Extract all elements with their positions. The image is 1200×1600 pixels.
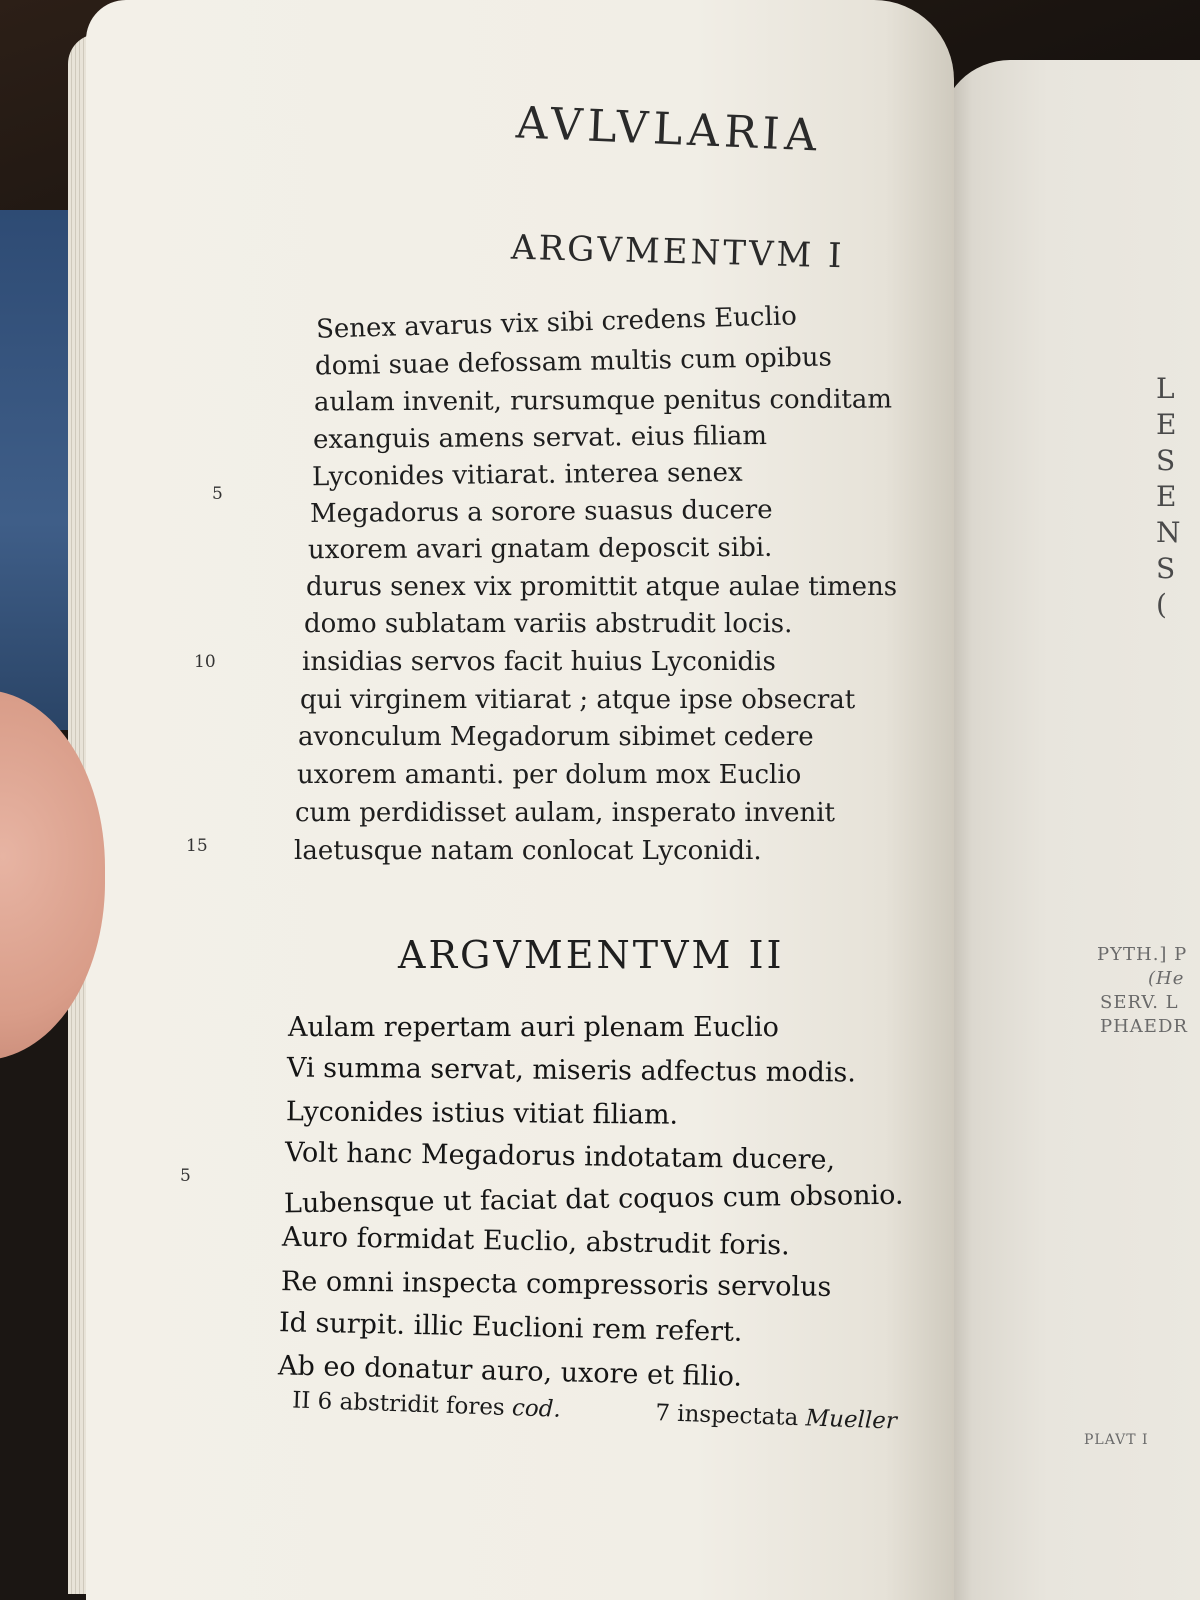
verse-line: Volt hanc Megadorus indotatam ducere, [284,1137,836,1176]
verse-line: insidias servos facit huius Lyconidis [302,647,776,677]
verse-line: Vi summa servat, miseris adfectus modis. [286,1052,857,1089]
right-margin-letter: S [1156,552,1176,585]
verse-line: Lyconides vitiarat. interea senex [311,457,743,493]
verse-line: Senex avarus vix sibi credens Euclio [315,301,798,345]
verse-line: cum perdidisset aulam, insperato invenit [295,798,836,828]
verse-line: domi suae defossam multis cum opibus [314,342,833,382]
apparatus-ref-2: 7 inspectata [654,1400,799,1432]
apparatus-source-1: cod. [511,1395,562,1423]
apparatus-ref-1: II 6 abstridit fores [291,1387,506,1421]
line-number: 15 [186,836,208,856]
section-heading-argumentum-2: ARGVMENTVM II [398,933,785,977]
verse-line: laetusque natam conlocat Lyconidi. [294,836,762,866]
right-page [940,60,1200,1600]
left-page [86,0,954,1600]
verse-line: avonculum Megadorum sibimet cedere [298,722,814,752]
verse-line: Lubensque ut faciat dat coquos cum obsonio. [283,1179,904,1220]
right-margin-letter: N [1156,516,1181,549]
verse-line: Re omni inspecta compressoris servolus [280,1266,832,1303]
right-margin-letter: E [1156,480,1177,513]
right-margin-letter: E [1156,408,1177,441]
line-number: 10 [194,652,216,672]
verse-line: Megadorus a sorore suasus ducere [309,494,773,530]
apparatus-source-2: Mueller [805,1405,898,1435]
right-margin-letter: L [1156,372,1175,405]
verse-line: aulam invenit, rursumque penitus conditam [313,384,893,418]
persona-line: (He [1148,968,1185,989]
verse-line: domo sublatam variis abstrudit locis. [304,609,793,639]
verse-line: Ab eo donatur auro, uxore et filio. [277,1350,743,1393]
right-margin-letter: S [1156,444,1176,477]
line-number: 5 [180,1166,191,1186]
line-number: 5 [212,484,223,504]
verse-line: exanguis amens servat. eius filiam [312,421,768,455]
page-signature: PLAVT I [1084,1432,1149,1448]
section-heading-argumentum-1: ARGVMENTVM I [510,227,846,277]
verse-line: uxorem amanti. per dolum mox Euclio [297,760,802,790]
verse-line: Auro formidat Euclio, abstrudit foris. [281,1221,790,1262]
verse-line: uxorem avari gnatam deposcit sibi. [307,532,773,566]
right-margin-letter: ( [1156,588,1167,621]
verse-line: Lyconides istius vitiat filiam. [285,1096,679,1131]
verse-line: Id surpit. illic Euclioni rem refert. [278,1307,743,1348]
running-title: AVLVLARIA [515,97,823,162]
verse-line: durus senex vix promittit atque aulae timens [306,572,898,602]
persona-line: PHAEDR [1100,1016,1188,1037]
critical-apparatus [292,1387,898,1434]
background-book-cover [0,210,70,730]
persona-line: PYTH.] P [1097,944,1188,965]
persona-line: SERV. L [1100,992,1179,1013]
verse-line: qui virginem vitiarat ; atque ipse obsecrat [300,685,856,715]
verse-line: Aulam repertam auri plenam Euclio [288,1012,779,1043]
